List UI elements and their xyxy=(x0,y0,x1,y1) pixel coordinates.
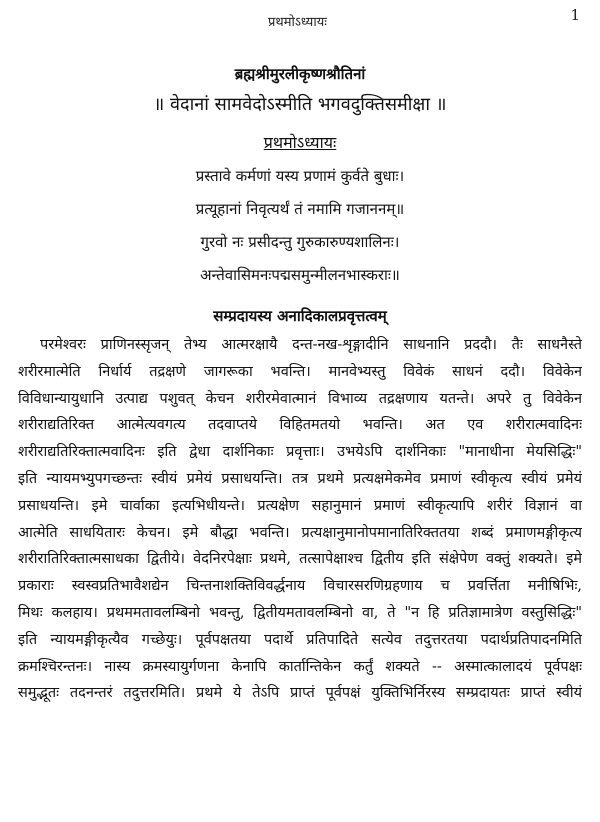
body-line: शरीराद्यतिरिक्तात्मवादिनः इति द्वेधा दार्शनिकाः प्रवृत्ताः। उभयेऽपि दार्शनिकाः "मानाधीना मेयसिद्धिः" xyxy=(18,444,582,461)
section-heading: सम्प्रदायस्य अनादिकालप्रवृत्तत्वम् xyxy=(213,307,387,325)
body-line: विविधान्यायुधानि उत्पाद्य पशुवत् केचन शरीरमेवात्मानं विभाव्य तद्रक्षणाय यतन्ते। अपरे तु विवेकेन xyxy=(18,390,582,407)
body-paragraph xyxy=(18,332,582,707)
body-line: मिथः कलहाय। प्रथममतावलम्बिनो भवन्तु, द्वितीयमतावलम्बिनो वा, ते "न हि प्रतिज्ञामात्रेण वस्तुसिद्धिः" xyxy=(18,604,582,621)
body-line: शरीराद्यतिरिक्त आत्मेत्यवगत्य तदवाप्तये विहितमतयो भवन्ति। अत एव शरीरात्मवादिनः xyxy=(18,417,582,434)
running-header: प्रथमोऽध्यायः xyxy=(268,15,327,30)
invocation-verses xyxy=(0,160,600,292)
work-title: ॥ वेदानां सामवेदोऽस्मीति भगवदुक्तिसमीक्षा ॥ xyxy=(153,94,447,115)
body-line: परमेश्वरः प्राणिनस्सृजन् तेभ्य आत्मरक्षायै दन्त-नख-शृङ्गादीनि साधनानि प्रददौ। तैः साधनैस्ते xyxy=(40,337,582,353)
chapter-heading: प्रथमोऽध्यायः xyxy=(263,133,337,152)
body-line: आत्मेति साधयितारः केचन। इमे बौद्धा भवन्ति। प्रत्यक्षानुमानोपमानातिरिक्ततया शब्दं प्रमाणमङ्गीकृत्य xyxy=(18,524,582,541)
body-line: इति न्यायमभ्युपगच्छन्तः स्वीयं प्रमेयं प्रसाधयन्ति। तत्र प्रथमे प्रत्यक्षमेकमेव प्रमाणं स्वीकृत्य स्वीयं प्रमेयं xyxy=(18,470,582,487)
verse-line: प्रत्यूहानां निवृत्यर्थं तं नमामि गजाननम्॥ xyxy=(195,200,405,218)
body-line: शरीरमात्मेति निर्धार्य तद्रक्षणे जागरूका भवन्ति। मानवेभ्यस्तु विवेकं साधनं ददौ। विवेकेन xyxy=(18,363,582,380)
verse-line: अन्तेवासिमनःपद्मसमुन्मीलनभास्कराः॥ xyxy=(200,266,400,284)
body-line: शरीरातिरिक्तात्मसाधका द्वितीये। वेदनिरपेक्षाः प्रथमे, तत्सापेक्षाश्च द्वितीय इति संक्षेपेण वक्तुं शक्यते। इमे xyxy=(18,551,582,568)
verse-line: गुरवो नः प्रसीदन्तु गुरुकारुण्यशालिनः। xyxy=(200,233,400,251)
verse-line: प्रस्तावे कर्मणां यस्य प्रणामं कुर्वते बुधाः। xyxy=(195,167,405,185)
author-line: ब्रह्मश्रीमुरलीकृष्णश्रौतिनां xyxy=(234,65,366,83)
body-line: प्रसाधयन्ति। इमे चार्वाका इत्यभिधीयन्ते। प्रत्यक्षेण सहानुमानं प्रमाणं स्वीकृत्यापि शरीरं विज्ञानं वा xyxy=(18,497,582,514)
body-line: समुद्भूतः तदनन्तरं तदुत्तरमिति। प्रथमे ये तेऽपि प्राप्तं पूर्वपक्षं युक्तिभिर्निरस्य सम्प्रदायतः प्राप्तं स्वीयं xyxy=(18,685,582,702)
body-line: प्रकाराः स्वस्वप्रतिभावैशद्येन चिन्तनाशक्तिविवर्द्धनाय विचारसरणिग्रहणाय च प्रवर्त्तिता मनीषिभिः, xyxy=(18,578,582,595)
body-line: क्रमश्चिरन्तनः। नास्य क्रमस्यायुर्गणना केनापि कार्तान्तिकेन कर्तुं शक्यते -- अस्मात्कालादयं पूर्वपक्षः xyxy=(18,658,582,675)
body-line: इति न्यायमङ्गीकृत्यैव गच्छेयुः। पूर्वपक्षतया पदार्थे प्रतिपादिते सत्येव तदुत्तरतया पदार्थप्रतिपादनमिति xyxy=(18,631,582,648)
page-number: 1 xyxy=(570,6,580,24)
